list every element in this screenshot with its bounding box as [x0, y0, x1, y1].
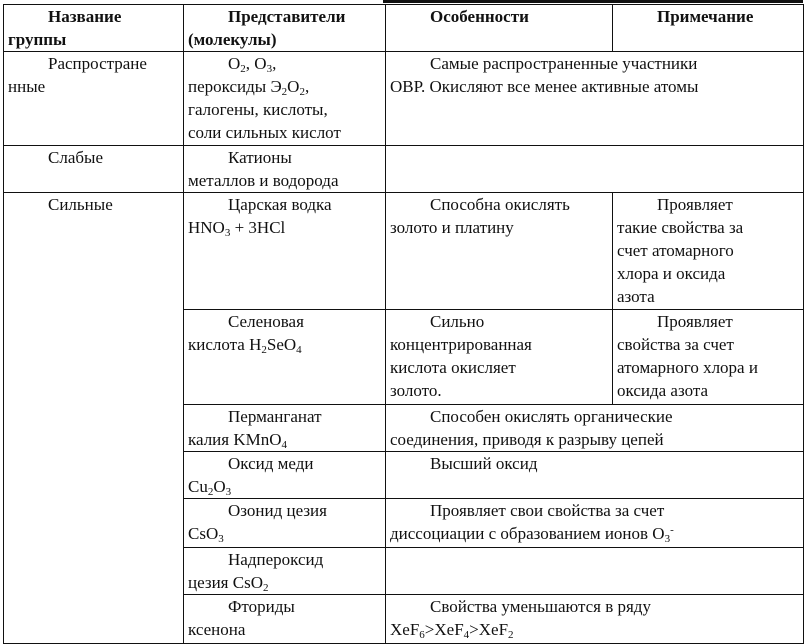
table-row [4, 193, 804, 310]
rep-line1: Царская водка [228, 195, 332, 214]
cell-rep-xenon-fluorides [184, 595, 386, 644]
header-group-line1: Название [48, 7, 122, 26]
header-features-text: Особенности [430, 7, 529, 26]
note-line4: хлора и оксида [617, 264, 726, 283]
features-line2: диссоциации с образованием ионов $O_3^-$ [390, 524, 674, 545]
cell-features-common [386, 52, 804, 146]
group-text: Слабые [48, 148, 103, 167]
cell-group-strong [4, 193, 184, 644]
rep-line1: Надпероксид [228, 550, 324, 569]
rep-formula: $HNO_3 + 3HCl$ [188, 218, 286, 239]
note-line1: Проявляет [657, 312, 733, 331]
features-line2: ОВР. Окисляют все менее активные атомы [390, 77, 699, 96]
features-line2: соединения, приводя к разрыву цепей [390, 430, 664, 449]
cell-group-common [4, 52, 184, 146]
cell-features-copper-oxide [386, 452, 804, 499]
rep-line1: Перманганат [228, 407, 322, 426]
table-row [4, 52, 804, 146]
rep-line2: металлов и водорода [188, 171, 339, 190]
rep-line1: Катионы [228, 148, 292, 167]
rep-line2: CsO$_3$ [188, 524, 224, 545]
note-line2: свойства за счет [617, 335, 734, 354]
cell-features-xenon-fluorides [386, 595, 804, 644]
cell-rep-cesium-ozonide [184, 499, 386, 548]
features-line3: кислота окисляет [390, 358, 516, 377]
note-line3: атомарного хлора и [617, 358, 758, 377]
rep-line2: калия KMnO$_4$ [188, 430, 288, 451]
cell-rep-cesium-superoxide [184, 548, 386, 595]
group-line2: нные [8, 77, 46, 96]
cell-rep-copper-oxide [184, 452, 386, 499]
note-line1: Проявляет [657, 195, 733, 214]
cell-group-weak [4, 146, 184, 193]
features-line4: золото. [390, 381, 442, 400]
rep-line2: пероксиды $Э_2O_2$, [188, 77, 310, 98]
features-line1: Проявляет свои свойства за счет [430, 501, 665, 520]
cell-features-cesium-superoxide [386, 548, 804, 595]
table-row [4, 146, 804, 193]
cell-rep-common [184, 52, 386, 146]
header-note-text: Примечание [657, 7, 754, 26]
features-line2: XeF$_6$>XeF$_4$>XeF$_2$ [390, 620, 514, 641]
page-top-rule [383, 0, 803, 3]
features-line1: Способен окислять органические [430, 407, 673, 426]
features-line1: Сильно [430, 312, 485, 331]
header-group-name [4, 5, 184, 52]
rep-line1: Оксид меди [228, 454, 314, 473]
header-representatives [184, 5, 386, 52]
features-line1: Способна окислять [430, 195, 570, 214]
features-line1: Самые распространенные участники [430, 54, 698, 73]
group-line1: Распростране [48, 54, 147, 73]
header-note [613, 5, 804, 52]
rep-line3: галогены, кислоты, [188, 100, 328, 119]
note-line5: азота [617, 287, 655, 306]
note-line4: оксида азота [617, 381, 709, 400]
features-line2: концентрированная [390, 335, 532, 354]
note-line3: счет атомарного [617, 241, 734, 260]
header-rep-line1: Представители [228, 7, 346, 26]
cell-features-weak [386, 146, 804, 193]
cell-note-aqua-regia [613, 193, 804, 310]
header-features [386, 5, 613, 52]
cell-features-cesium-ozonide [386, 499, 804, 548]
rep-line4: соли сильных кислот [188, 123, 341, 142]
cell-rep-aqua-regia [184, 193, 386, 310]
rep-line2: кислота $H_2SeO_4$ [188, 335, 302, 356]
note-line2: такие свойства за [617, 218, 744, 237]
group-text: Сильные [48, 195, 113, 214]
cell-rep-selenic-acid [184, 310, 386, 405]
rep-line2: цезия CsO$_2$ [188, 573, 269, 594]
rep-line2: $Cu_2O_3$ [188, 477, 232, 498]
cell-features-selenic-acid [386, 310, 613, 405]
cell-features-aqua-regia [386, 193, 613, 310]
cell-rep-permanganate [184, 405, 386, 452]
cell-note-selenic-acid [613, 310, 804, 405]
table-header-row [4, 5, 804, 52]
features-line1: Высший оксид [430, 454, 538, 473]
rep-line1: Фториды [228, 597, 295, 616]
header-group-line2: группы [8, 30, 67, 49]
rep-line1: $O_2$, $O_3$, [228, 54, 277, 75]
cell-features-permanganate [386, 405, 804, 452]
rep-line2: ксенона [188, 620, 246, 639]
header-rep-line2: (молекулы) [188, 30, 277, 49]
rep-line1: Озонид цезия [228, 501, 327, 520]
features-line2: золото и платину [390, 218, 514, 237]
cell-rep-weak [184, 146, 386, 193]
oxidizers-table [3, 4, 804, 644]
rep-line1: Селеновая [228, 312, 304, 331]
features-line1: Свойства уменьшаются в ряду [430, 597, 651, 616]
